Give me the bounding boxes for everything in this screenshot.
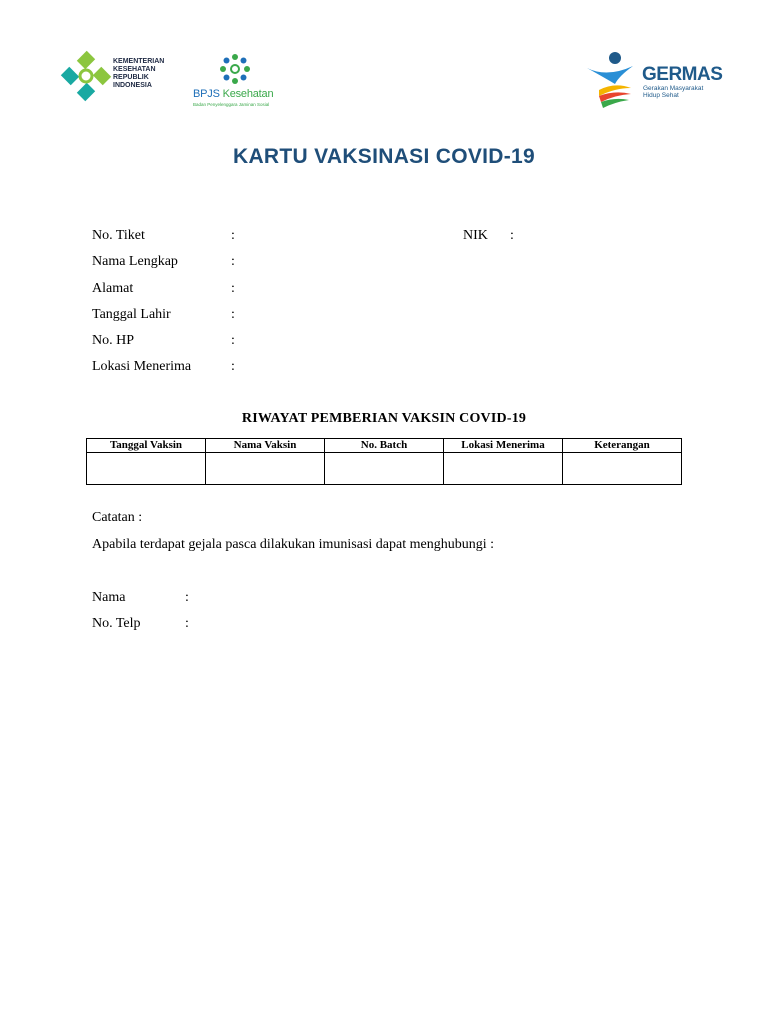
kemenkes-line: INDONESIA (113, 82, 152, 89)
field-colon: : (231, 359, 235, 374)
field-colon: : (231, 307, 235, 322)
bpjs-suffix: Kesehatan (222, 88, 274, 100)
germas-tagline-line: Hidup Sehat (643, 92, 679, 99)
column-header: No. Batch (325, 439, 444, 453)
contact-colon: : (185, 590, 189, 605)
bpjs-logo (190, 52, 290, 108)
kemenkes-emblem-icon (60, 50, 112, 102)
table-cell (206, 453, 325, 485)
field-colon: : (231, 333, 235, 348)
kemenkes-line: KEMENTERIAN (113, 58, 165, 65)
germas-wordmark: GERMAS (642, 64, 723, 85)
bpjs-wordmark (193, 88, 273, 100)
table-cell (325, 453, 444, 485)
column-header: Tanggal Vaksin (87, 439, 206, 453)
field-label: Alamat (92, 281, 134, 296)
table-cell (563, 453, 682, 485)
field-label: Lokasi Menerima (92, 359, 192, 374)
bpjs-emblem-icon (190, 52, 290, 88)
germas-figure-icon (585, 44, 645, 112)
germas-tagline (643, 85, 703, 99)
field-colon: : (231, 254, 235, 269)
field-colon: : (231, 228, 235, 243)
contact-label: Nama (92, 590, 126, 605)
kemenkes-wordmark (113, 58, 164, 90)
field-colon: : (231, 281, 235, 296)
catatan-label: Catatan : (92, 510, 143, 525)
column-header: Nama Vaksin (206, 439, 325, 453)
kemenkes-logo (60, 50, 180, 102)
instruction-text: Apabila terdapat gejala pasca dilakukan imunisasi dapat menghubungi : (92, 537, 494, 552)
kemenkes-line: REPUBLIK (113, 74, 149, 81)
contact-label: No. Telp (92, 616, 141, 631)
table-cell (87, 453, 206, 485)
germas-tagline-line: Gerakan Masyarakat (643, 85, 704, 92)
nik-label: NIK (463, 228, 488, 243)
bpjs-prefix: BPJS (193, 88, 220, 100)
column-header: Keterangan (563, 439, 682, 453)
table-cell (444, 453, 563, 485)
field-label: Tanggal Lahir (92, 307, 171, 322)
kemenkes-line: KESEHATAN (113, 66, 156, 73)
field-label: Nama Lengkap (92, 254, 178, 269)
field-label: No. Tiket (92, 228, 145, 243)
history-title: RIWAYAT PEMBERIAN VAKSIN COVID-19 (241, 411, 527, 426)
germas-logo (585, 44, 735, 112)
contact-colon: : (185, 616, 189, 631)
vaccination-history-table (86, 438, 682, 485)
column-header: Lokasi Menerima (444, 439, 563, 453)
document-title: KARTU VAKSINASI COVID-19 (232, 145, 535, 168)
nik-colon: : (510, 228, 514, 243)
table-header-row (87, 439, 682, 453)
bpjs-tagline: Badan Penyelenggara Jaminan Sosial (193, 102, 270, 107)
field-label: No. HP (92, 333, 135, 348)
table-row (87, 453, 682, 485)
